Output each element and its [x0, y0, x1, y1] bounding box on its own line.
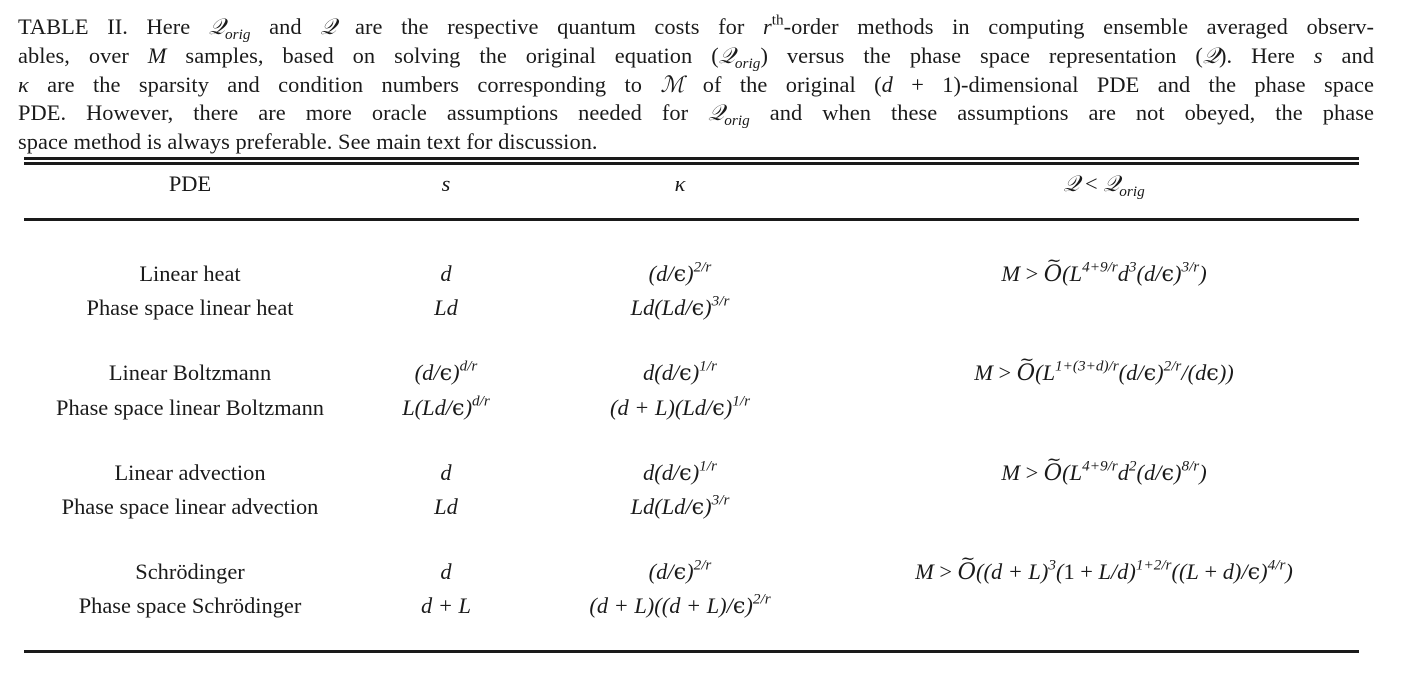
- header-rule: [24, 218, 1359, 221]
- table-cell-kappa: $d(d/\epsilon)^{1/r}$: [643, 357, 717, 386]
- table-cell-s: Ld: [434, 295, 458, 320]
- table-cell-s: $L(Ld/\epsilon)^{d/r}$: [402, 392, 490, 421]
- table-row-pde: Linear Boltzmann: [108, 360, 272, 385]
- table-cell-condition: M > ~ $O(L^{4+9/r}d^2(d/\epsilon)^{8/r})$: [1001, 460, 1206, 486]
- table-cell-s: d: [440, 559, 452, 584]
- top-rule-1: [24, 157, 1359, 160]
- table-cell-kappa: $(d/\epsilon)^{2/r}$: [648, 258, 712, 287]
- table-row-pde: Phase space linear Boltzmann: [56, 395, 324, 420]
- caption-line-4: PDE. However, there are more oracle assumptions needed for 𝒬$_{orig}$ and when these assumptions are not obeyed, the phase: [18, 100, 1374, 130]
- caption-line-3: κ are the sparsity and condition numbers corresponding to ℳ of the original (d + 1)-dimensional PDE and the phase space: [18, 71, 1374, 98]
- header-sparsity: s: [441, 171, 451, 196]
- top-rule-2: [24, 162, 1359, 165]
- table-cell-s: d + L: [421, 593, 471, 618]
- table-cell-kappa: $(d + L)(Ld/\epsilon)^{1/r}$: [609, 392, 751, 421]
- header-pde: PDE: [168, 171, 212, 196]
- header-condition-number: κ: [674, 171, 686, 196]
- table-cell-s: $(d/\epsilon)^{d/r}$: [414, 357, 478, 386]
- table-caption: [18, 13, 1374, 156]
- caption-line-5: space method is always preferable. See main text for discussion.: [18, 129, 598, 155]
- table-cell-s: d: [440, 460, 452, 485]
- table-row-pde: Phase space Schrödinger: [78, 593, 302, 618]
- table-cell-kappa: $(d/\epsilon)^{2/r}$: [648, 556, 712, 585]
- table-cell-condition: M > ~ $O(L^{4+9/r}d^3(d/\epsilon)^{3/r})$: [1001, 261, 1206, 287]
- table-row-pde: Phase space linear heat: [86, 295, 294, 320]
- header-cost-comparison: 𝒬 < 𝒬$_{orig}$: [1063, 171, 1145, 200]
- bottom-rule: [24, 650, 1359, 653]
- table-row-pde: Schrödinger: [135, 559, 245, 584]
- table-row-pde: Phase space linear advection: [61, 494, 319, 519]
- table-row-pde: Linear heat: [139, 261, 241, 286]
- table-cell-s: d: [440, 261, 452, 286]
- table-cell-condition: M > ~ $O(L^{1+(3+d)/r}(d/\epsilon)^{2/r}/(d\epsilon))$: [974, 360, 1234, 386]
- table-row-pde: Linear advection: [114, 460, 266, 485]
- table-cell-kappa: $Ld(Ld/\epsilon)^{3/r}$: [630, 491, 730, 520]
- table-cell-kappa: $d(d/\epsilon)^{1/r}$: [643, 457, 717, 486]
- table-cell-condition: M > ~ $O((d + L)^3(1 + L/d)^{1+2/r}((L + d)/\epsilon)^{4/r})$: [915, 559, 1293, 585]
- caption-line-1: TABLE II. Here 𝒬$_{orig}$ and 𝒬 are the respective quantum costs for $r^{th}$-order methods in computing ensemble averaged observ-: [18, 11, 1374, 43]
- table-cell-kappa: $(d + L)((d + L)/\epsilon)^{2/r}$: [589, 590, 771, 619]
- caption-line-2: ables, over M samples, based on solving the original equation (𝒬$_{orig}$) versus the phase space representation (𝒬). Here s and: [18, 42, 1374, 72]
- table-cell-s: Ld: [434, 494, 458, 519]
- table-cell-kappa: $Ld(Ld/\epsilon)^{3/r}$: [630, 292, 730, 321]
